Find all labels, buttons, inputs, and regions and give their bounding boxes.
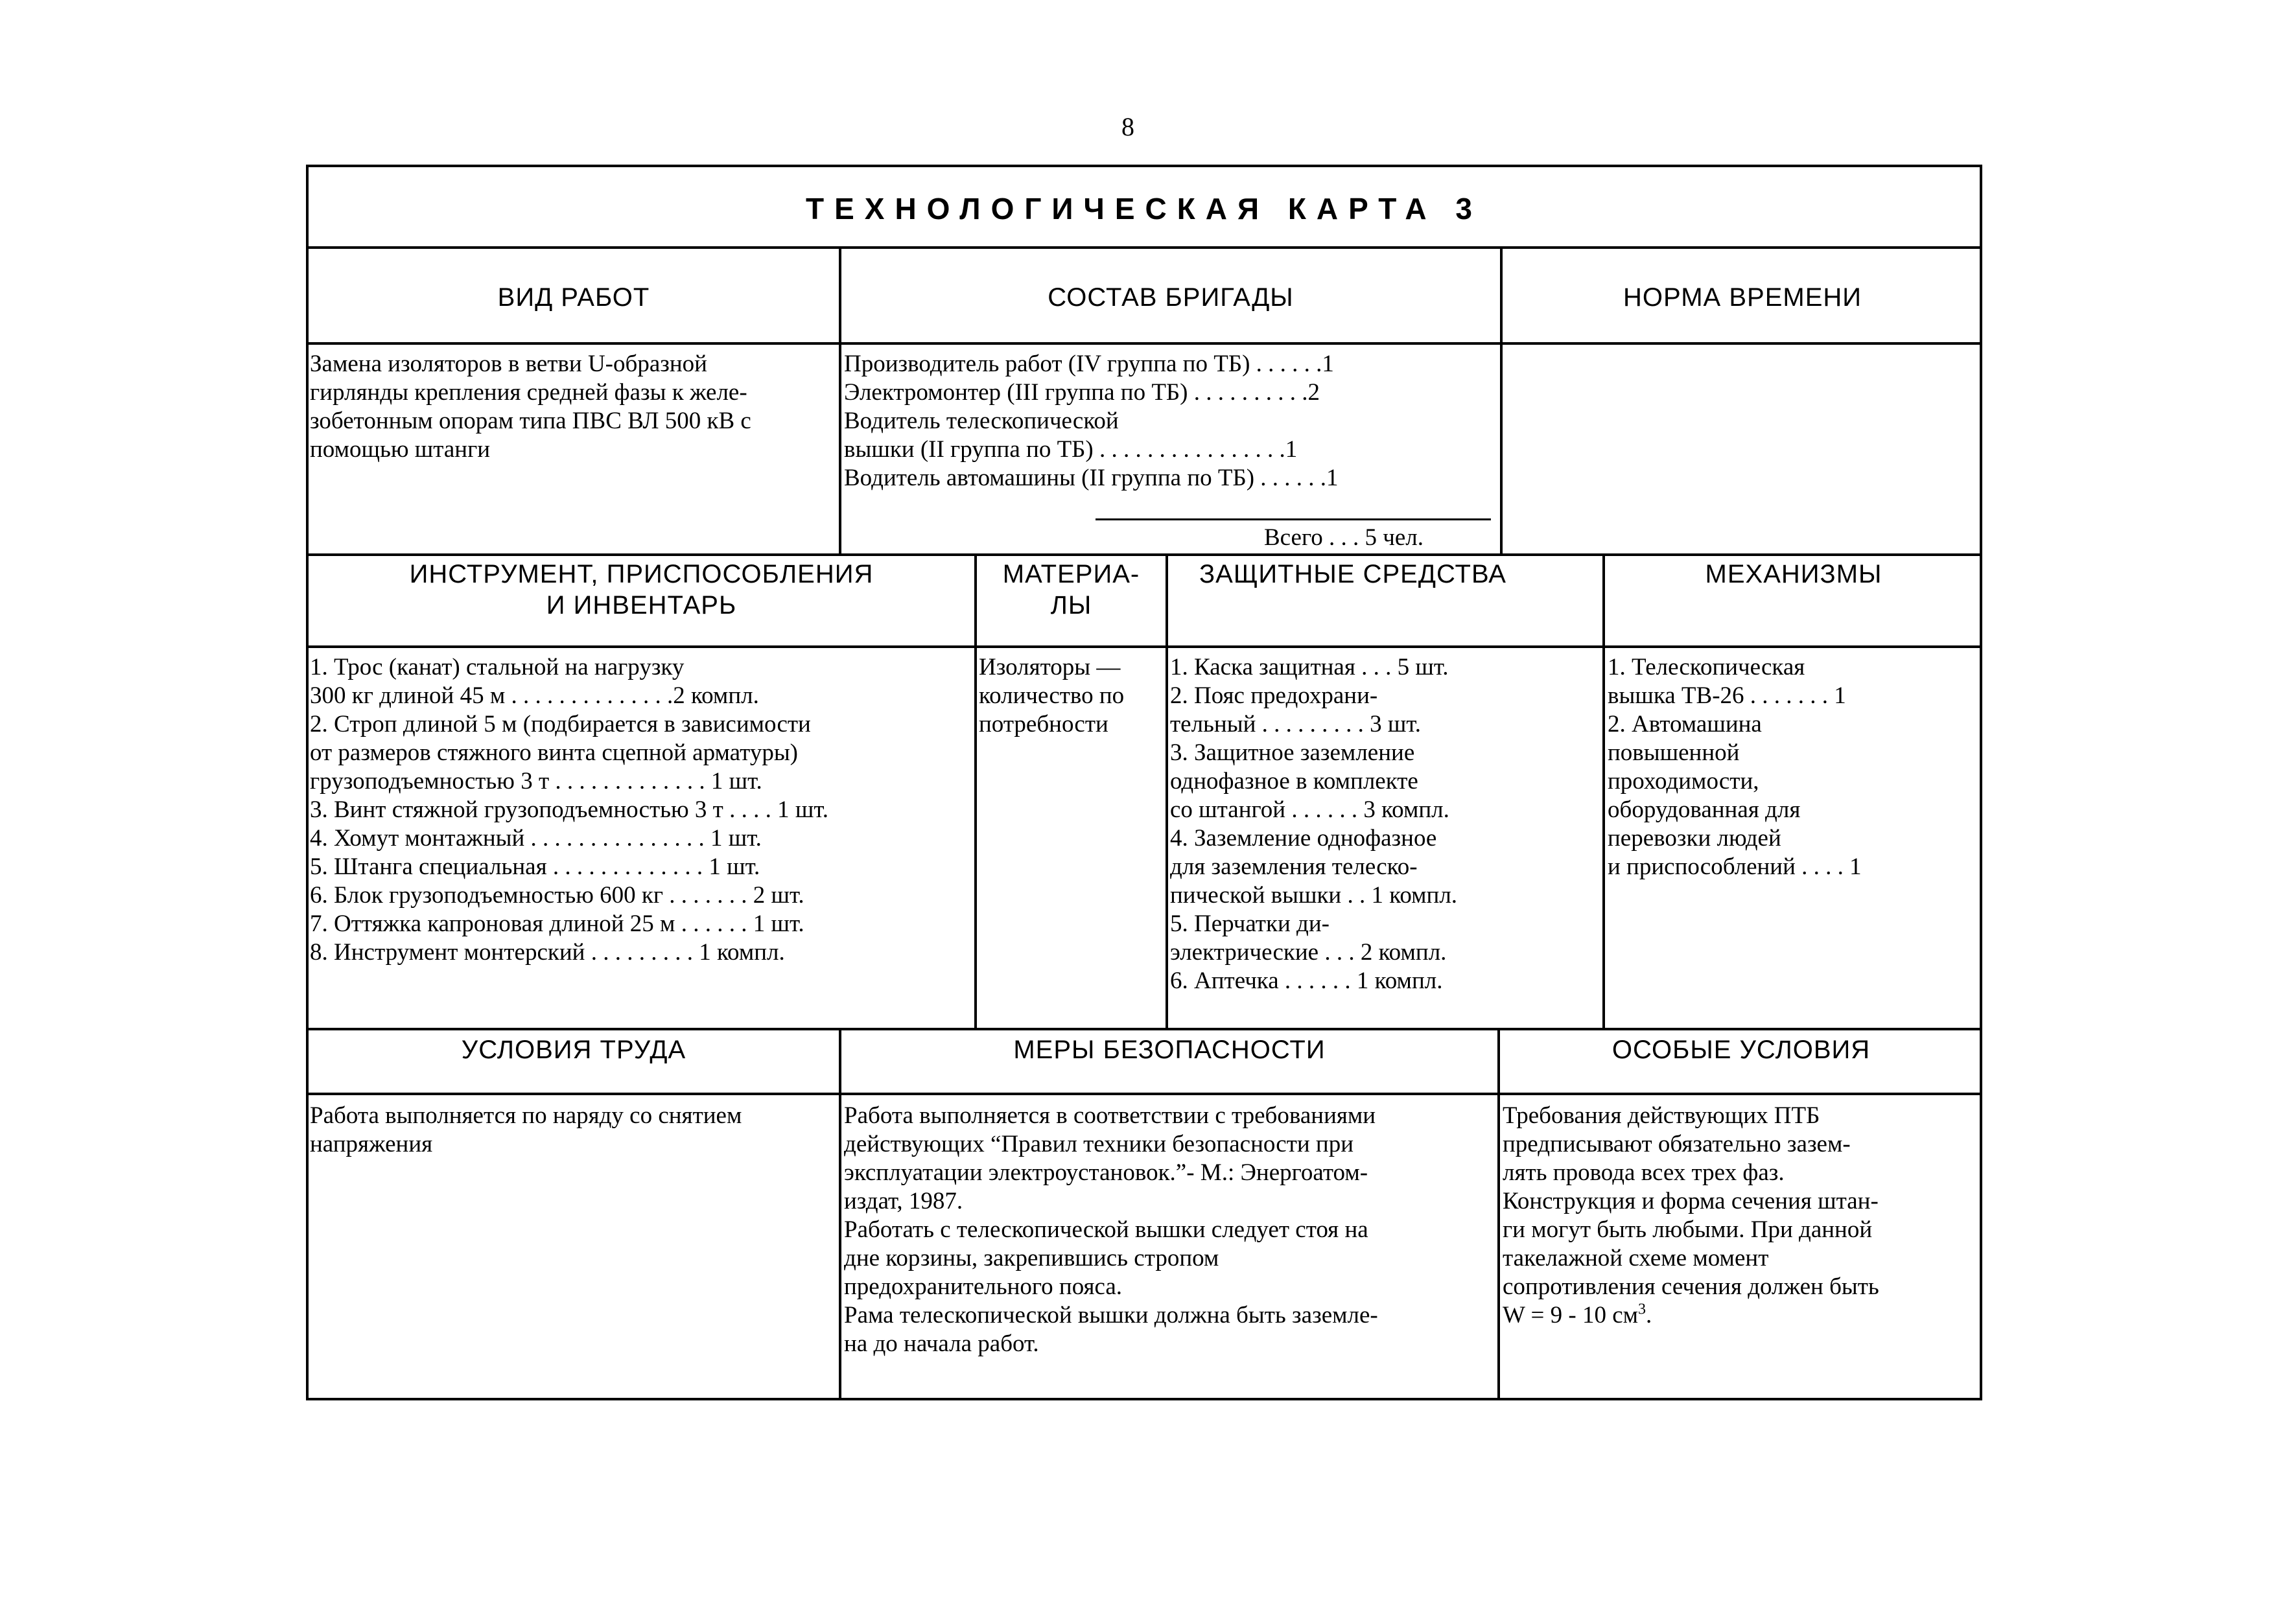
special-formula-tail: . <box>1646 1302 1652 1328</box>
safety-line: предохранительного пояса. <box>844 1273 1123 1300</box>
special-line: такелажной схеме момент <box>1503 1245 1769 1271</box>
divider-s2-v3 <box>1602 553 1605 1029</box>
work-conditions-line: напряжения <box>310 1131 433 1157</box>
header-tools <box>309 559 974 621</box>
safety-line: на до начала работ. <box>844 1330 1039 1357</box>
protection-item: 2. Пояс предохрани- <box>1170 682 1378 709</box>
materials-line: количество по <box>979 682 1125 709</box>
crew-item: вышки (II группа по ТБ) . . . . . . . . . . . . . . . .1 <box>844 436 1298 463</box>
card-title: ТЕХНОЛОГИЧЕСКАЯ КАРТА 3 <box>805 192 1483 226</box>
mechanism-item: перевозки людей <box>1608 825 1781 852</box>
header-crew: СОСТАВ БРИГАДЫ <box>1048 283 1294 312</box>
tool-item: 7. Оттяжка капроновая длиной 25 м . . . . . . 1 шт. <box>310 911 804 937</box>
protection-item: 5. Перчатки ди- <box>1170 911 1330 937</box>
special-line: сопротивления сечения должен быть <box>1503 1273 1879 1300</box>
materials-line: потребности <box>979 711 1108 737</box>
safety-line: дне корзины, закрепившись стропом <box>844 1245 1219 1271</box>
header-time-norm: НОРМА ВРЕМЕНИ <box>1623 283 1862 312</box>
protection-item: 3. Защитное заземление <box>1170 739 1415 766</box>
header-special-conditions: ОСОБЫЕ УСЛОВИЯ <box>1611 1036 1871 1064</box>
protection-item: пической вышки . . 1 компл. <box>1170 882 1458 909</box>
divider-title <box>306 246 1982 249</box>
safety-line: эксплуатации электроустановок.”- М.: Энергоатом- <box>844 1159 1368 1186</box>
header-materials-line: ЛЫ <box>1050 591 1092 620</box>
work-type-line: гирлянды крепления средней фазы к желе- <box>310 379 747 406</box>
protection-item: для заземления телеско- <box>1170 853 1418 880</box>
mechanism-item: оборудованная для <box>1608 796 1801 823</box>
tool-item: от размеров стяжного винта сцепной арматуры) <box>310 739 799 766</box>
special-line: Конструкция и форма сечения штан- <box>1503 1188 1879 1214</box>
safety-line: действующих “Правил техники безопасности при <box>844 1131 1354 1157</box>
protection-item: 1. Каска защитная . . . 5 шт. <box>1170 654 1449 680</box>
crew-total-rule <box>1096 518 1491 520</box>
tool-item: 6. Блок грузоподъемностью 600 кг . . . . . . . 2 шт. <box>310 882 804 909</box>
header-protection: ЗАЩИТНЫЕ СРЕДСТВА <box>1199 560 1506 588</box>
header-tools-line: ИНСТРУМЕНТ, ПРИСПОСОБЛЕНИЯ <box>409 560 874 588</box>
crew-item: Электромонтер (III группа по ТБ) . . . . . . . . . .2 <box>844 379 1320 406</box>
header-work-conditions: УСЛОВИЯ ТРУДА <box>461 1036 686 1064</box>
tool-item: 2. Строп длиной 5 м (подбирается в зависимости <box>310 711 811 737</box>
special-line: лять провода всех трех фаз. <box>1503 1159 1785 1186</box>
mechanism-item: 1. Телескопическая <box>1608 654 1805 680</box>
crew-item: Водитель телескопической <box>844 408 1119 434</box>
tool-item: 300 кг длиной 45 м . . . . . . . . . . . . . .2 компл. <box>310 682 759 709</box>
protection-item: однофазное в комплекте <box>1170 768 1418 795</box>
divider-s3-v2 <box>1497 1028 1500 1400</box>
crew-item: Производитель работ (IV группа по ТБ) . . . . . .1 <box>844 351 1334 377</box>
special-line: предписывают обязательно зазем- <box>1503 1131 1851 1157</box>
divider-s2-v2 <box>1166 553 1168 1029</box>
header-safety-measures: МЕРЫ БЕЗОПАСНОСТИ <box>1013 1036 1326 1064</box>
protection-item: 6. Аптечка . . . . . . 1 компл. <box>1170 968 1443 994</box>
divider-s1-bottom <box>306 553 1982 556</box>
header-materials <box>977 559 1166 621</box>
work-type-line: Замена изоляторов в ветви U-образной <box>310 351 707 377</box>
header-mechanisms: МЕХАНИЗМЫ <box>1705 560 1882 588</box>
crew-total: Всего . . . 5 чел. <box>1264 524 1424 551</box>
safety-line: издат, 1987. <box>844 1188 963 1214</box>
header-materials-line: МАТЕРИА- <box>1002 560 1140 588</box>
tool-item: 4. Хомут монтажный . . . . . . . . . . . . . . . 1 шт. <box>310 825 762 852</box>
work-type-line: помощью штанги <box>310 436 491 463</box>
divider-s1-header <box>306 342 1982 345</box>
work-type-line: зобетонным опорам типа ПВС ВЛ 500 кВ с <box>310 408 751 434</box>
special-line: Требования действующих ПТБ <box>1503 1102 1820 1129</box>
protection-item: электрические . . . 2 компл. <box>1170 939 1447 966</box>
special-formula <box>1503 1301 1652 1330</box>
mechanism-item: 2. Автомашина <box>1608 711 1762 737</box>
page-number: 8 <box>1121 112 1134 141</box>
divider-s3-header <box>306 1093 1982 1095</box>
divider-s2-bottom <box>306 1028 1982 1030</box>
tool-item: 5. Штанга специальная . . . . . . . . . . . . . 1 шт. <box>310 853 760 880</box>
crew-item: Водитель автомашины (II группа по ТБ) . . . . . .1 <box>844 465 1339 491</box>
protection-item: 4. Заземление однофазное <box>1170 825 1437 852</box>
mechanism-item: повышенной <box>1608 739 1740 766</box>
special-formula-exponent: 3 <box>1638 1301 1646 1318</box>
work-conditions-line: Работа выполняется по наряду со снятием <box>310 1102 742 1129</box>
header-work-type: ВИД РАБОТ <box>497 283 650 312</box>
safety-line: Работа выполняется в соответствии с требованиями <box>844 1102 1376 1129</box>
tool-item: грузоподъемностью 3 т . . . . . . . . . . . . . 1 шт. <box>310 768 762 795</box>
safety-line: Рама телескопической вышки должна быть заземле- <box>844 1302 1378 1328</box>
protection-item: тельный . . . . . . . . . 3 шт. <box>1170 711 1422 737</box>
special-line: ги могут быть любыми. При данной <box>1503 1216 1873 1243</box>
mechanism-item: проходимости, <box>1608 768 1759 795</box>
safety-line: Работать с телескопической вышки следует стоя на <box>844 1216 1368 1243</box>
tool-item: 8. Инструмент монтерский . . . . . . . . . 1 компл. <box>310 939 785 966</box>
header-tools-line: И ИНВЕНТАРЬ <box>546 591 737 620</box>
special-formula-text: W = 9 - 10 см <box>1503 1302 1639 1328</box>
divider-s2-header <box>306 645 1982 648</box>
tool-item: 3. Винт стяжной грузоподъемностью 3 т . . . . 1 шт. <box>310 796 828 823</box>
divider-s2-v1 <box>974 553 977 1029</box>
materials-line: Изоляторы — <box>979 654 1121 680</box>
protection-item: со штангой . . . . . . 3 компл. <box>1170 796 1449 823</box>
divider-s3-v1 <box>839 1028 841 1400</box>
tool-item: 1. Трос (канат) стальной на нагрузку <box>310 654 685 680</box>
mechanism-item: вышка ТВ-26 . . . . . . . 1 <box>1608 682 1846 709</box>
mechanism-item: и приспособлений . . . . 1 <box>1608 853 1862 880</box>
